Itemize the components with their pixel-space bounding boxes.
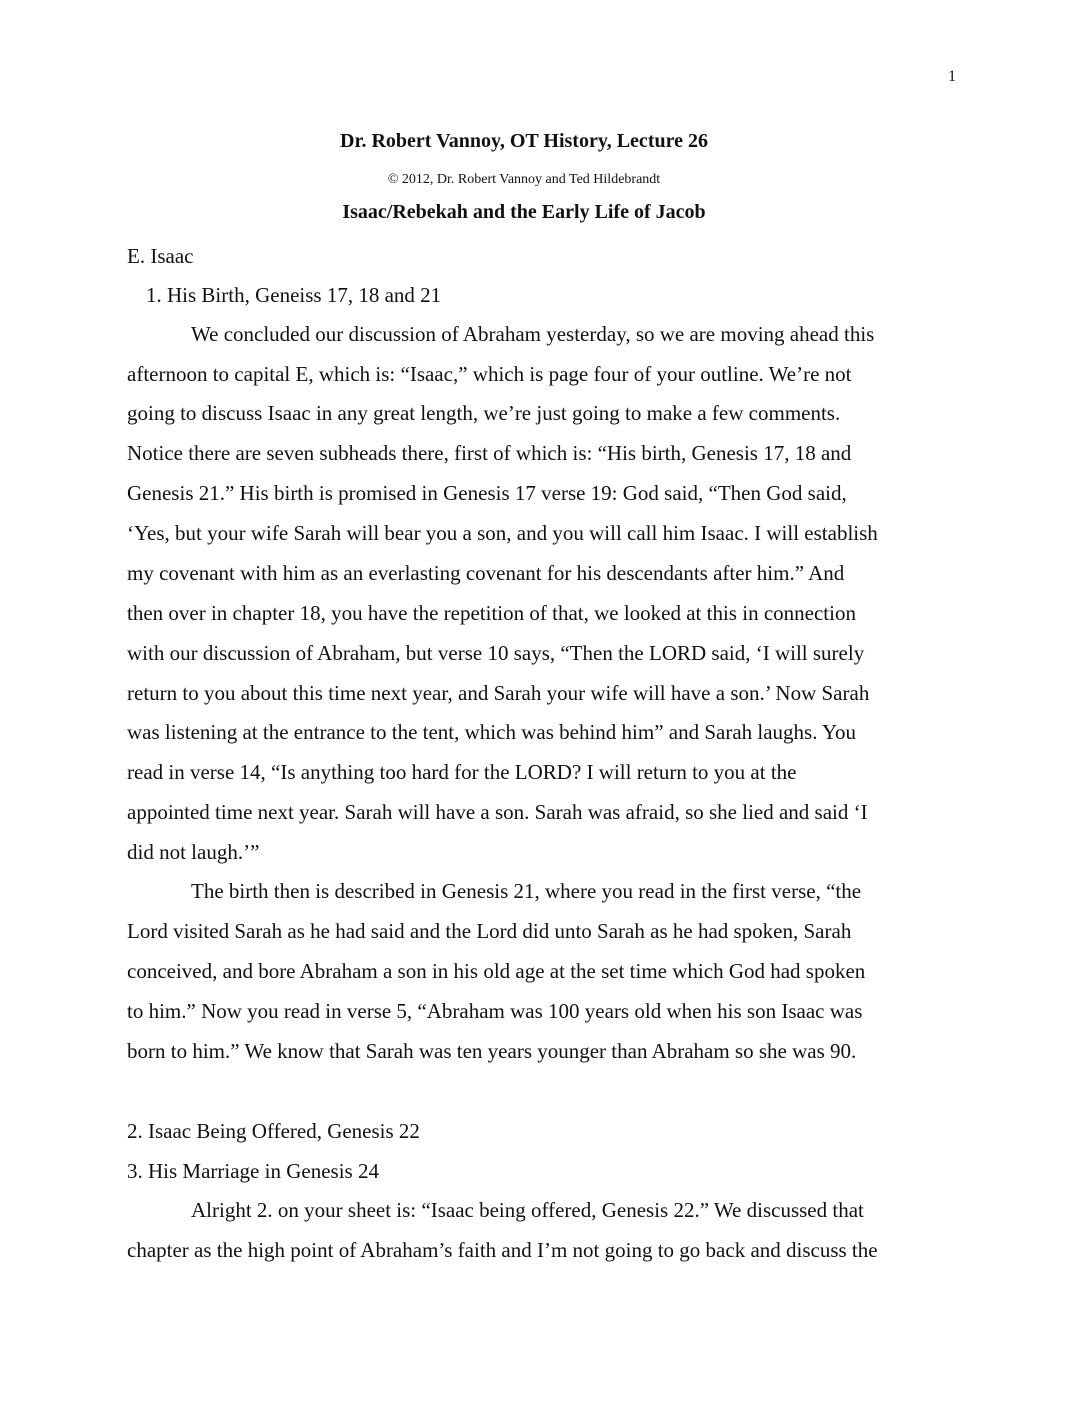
text-line: appointed time next year. Sarah will have a son. Sarah was afraid, so she lied and said ‘I [127,800,868,824]
text-line: with our discussion of Abraham, but verse 10 says, “Then the LORD said, ‘I will surely [127,641,865,665]
text-line: then over in chapter 18, you have the repetition of that, we looked at this in connection [127,601,856,625]
page-number: 1 [948,68,956,85]
text-line: did not laugh.’” [127,840,260,864]
text-line: Lord visited Sarah as he had said and the Lord did unto Sarah as he had spoken, Sarah [127,919,852,943]
text-line: afternoon to capital E, which is: “Isaac,” which is page four of your outline. We’re not [127,362,852,386]
copyright-line: © 2012, Dr. Robert Vannoy and Ted Hildebrandt [387,172,661,187]
section-heading-isaac: E. Isaac [127,244,194,268]
text-line: return to you about this time next year, and Sarah your wife will have a son.’ Now Sarah [127,681,870,705]
text-line: The birth then is described in Genesis 21, where you read in the first verse, “the [191,879,862,903]
text-line: born to him.” We know that Sarah was ten years younger than Abraham so she was 90. [127,1039,857,1063]
text-line: read in verse 14, “Is anything too hard for the LORD? I will return to you at the [127,760,797,784]
text-line: was listening at the entrance to the tent, which was behind him” and Sarah laughs. You [127,720,857,744]
text-line: my covenant with him as an everlasting covenant for his descendants after him.” And [127,561,845,585]
text-line: Notice there are seven subheads there, first of which is: “His birth, Genesis 17, 18 and [127,441,852,465]
lecture-title: Dr. Robert Vannoy, OT History, Lecture 26 [340,130,708,152]
subheading-his-birth: 1. His Birth, Geneiss 17, 18 and 21 [146,283,442,307]
text-line: Genesis 21.” His birth is promised in Genesis 17 verse 19: God said, “Then God said, [127,481,847,505]
text-line: ‘Yes, but your wife Sarah will bear you a son, and you will call him Isaac. I will establish [127,521,878,545]
text-line: chapter as the high point of Abraham’s faith and I’m not going to go back and discuss the [127,1238,878,1262]
text-line: going to discuss Isaac in any great length, we’re just going to make a few comments. [127,401,841,425]
text-line: conceived, and bore Abraham a son in his old age at the set time which God had spoken [127,959,866,983]
subheading-isaac-offered: 2. Isaac Being Offered, Genesis 22 [127,1119,420,1143]
lecture-subtitle: Isaac/Rebekah and the Early Life of Jacob [342,201,706,223]
text-line: We concluded our discussion of Abraham yesterday, so we are moving ahead this [191,322,875,346]
text-line: to him.” Now you read in verse 5, “Abraham was 100 years old when his son Isaac was [127,999,863,1023]
text-line: Alright 2. on your sheet is: “Isaac being offered, Genesis 22.” We discussed that [191,1198,864,1222]
subheading-his-marriage: 3. His Marriage in Genesis 24 [127,1159,379,1183]
